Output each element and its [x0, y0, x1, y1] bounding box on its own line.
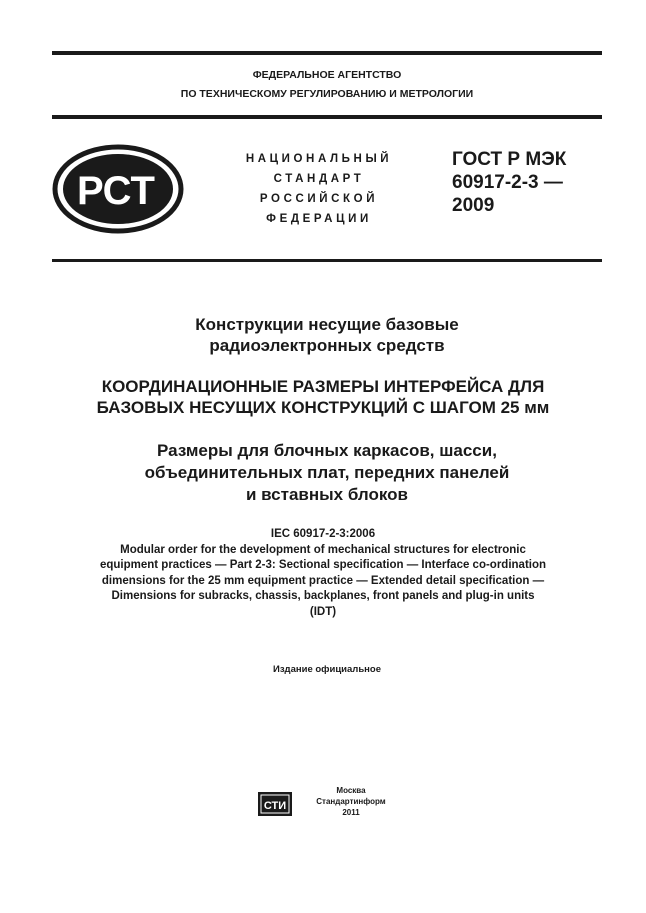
title-main-line-1: КООРДИНАЦИОННЫЕ РАЗМЕРЫ ИНТЕРФЕЙСА ДЛЯ — [101, 377, 545, 396]
title-group-line-1: Конструкции несущие базовые — [195, 315, 459, 334]
rst-certification-logo-icon — [52, 144, 184, 234]
edition-label: Издание официальное — [273, 664, 381, 675]
iec-line-5: (IDT) — [309, 605, 337, 618]
title-group — [52, 314, 602, 356]
title-sub-line-3: и вставных блоков — [245, 485, 408, 504]
title-main-line-2: БАЗОВЫХ НЕСУЩИХ КОНСТРУКЦИЙ С ШАГОМ 25 мм — [96, 398, 550, 417]
iec-reference — [30, 527, 616, 620]
natstd-line-4: ФЕДЕРАЦИИ — [266, 213, 372, 225]
mid-rule — [52, 259, 602, 262]
publisher-city: Москва — [336, 786, 366, 795]
designation-line-1: ГОСТ Р МЭК — [452, 149, 567, 170]
national-standard-label — [228, 149, 410, 229]
natstd-line-1: НАЦИОНАЛЬНЫЙ — [245, 153, 393, 165]
publisher-logo-text: СТИ — [263, 800, 287, 812]
title-sub — [52, 440, 602, 506]
iec-line-2: equipment practices — Part 2-3: Sectional specification — Interface co-ordination — [99, 559, 547, 571]
iec-line-4: Dimensions for subracks, chassis, backplanes, front panels and plug-in units — [111, 590, 535, 602]
title-sub-line-2: объединительных плат, передних панелей — [144, 463, 510, 482]
iec-line-1: Modular order for the development of mechanical structures for electronic — [120, 543, 526, 556]
standartinform-logo-icon — [256, 790, 294, 818]
designation-line-3: 2009 — [452, 195, 495, 216]
title-sub-line-1: Размеры для блочных каркасов, шасси, — [157, 441, 497, 460]
logo-text: РСТ — [76, 169, 156, 213]
natstd-line-3: РОССИЙСКОЙ — [259, 193, 379, 205]
publisher-year: 2011 — [342, 808, 360, 817]
natstd-line-2: СТАНДАРТ — [273, 173, 365, 185]
iec-line-3: dimensions for the 25 mm equipment practice — Extended detail specification — — [101, 574, 545, 587]
publisher-name: Стандартинформ — [316, 797, 386, 806]
iec-ref: IEC 60917-2-3:2006 — [270, 528, 376, 540]
agency-line-2: ПО ТЕХНИЧЕСКОМУ РЕГУЛИРОВАНИЮ И МЕТРОЛОГИИ — [180, 88, 474, 100]
designation-line-2: 60917-2-3 — — [452, 172, 563, 193]
title-group-line-2: радиоэлектронных средств — [209, 336, 445, 355]
agency-line-1: ФЕДЕРАЛЬНОЕ АГЕНТСТВО — [252, 69, 402, 81]
header-rule — [52, 115, 602, 119]
agency-name — [52, 66, 602, 104]
standard-designation — [452, 148, 612, 217]
top-rule — [52, 51, 602, 55]
title-main — [30, 376, 616, 418]
publisher-info — [296, 785, 406, 818]
